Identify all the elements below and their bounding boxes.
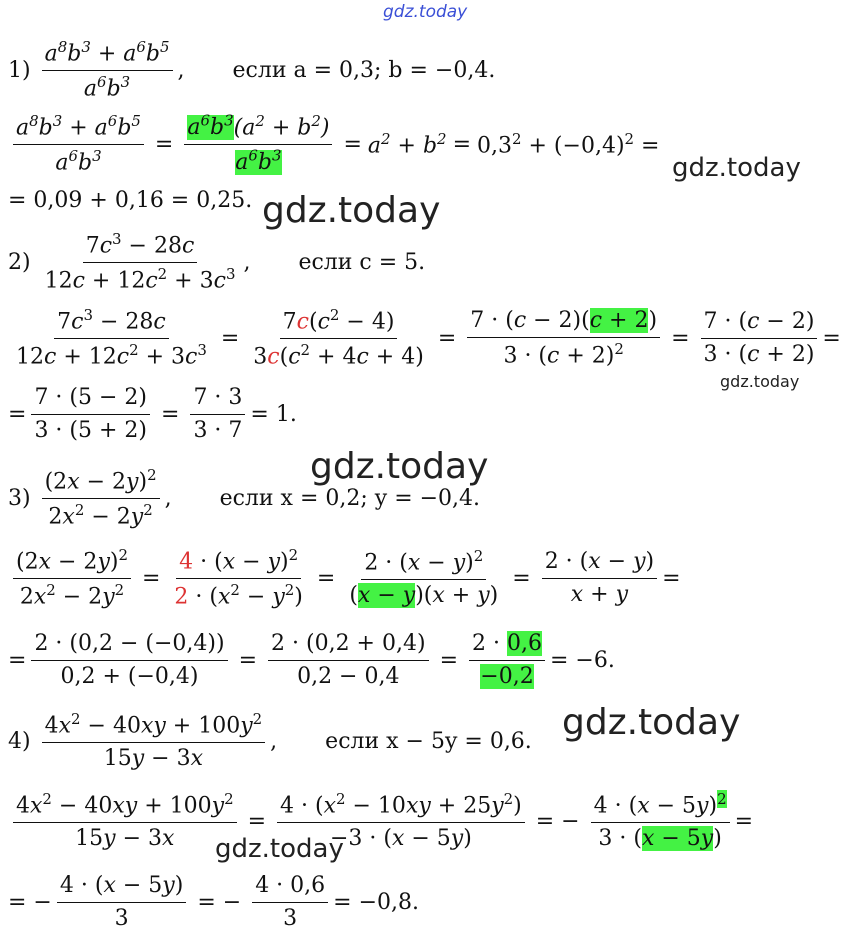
watermark: gdz.today [310, 446, 489, 487]
problem-condition: если x − 5y = 0,6. [325, 728, 532, 754]
watermark: gdz.today [720, 372, 800, 391]
problem-3-result: = $\frac{2 \cdot (0,2 - (-0,4))}{0,2 + (-0,4)}$ = $\frac{2 \cdot (0,2 + 0,4)}{0,2 - 0,4}$ = $\frac{2 \cdot 0,6}{-0,2}$ = −6. [8, 631, 615, 689]
problem-4-statement: 4) $\frac{4x^2 - 40xy + 100y^2}{15y - 3x}$ , если x − 5y = 0,6. [8, 710, 532, 771]
result-text: = 1. [250, 401, 297, 427]
problem-4-solution-line: $\frac{4x^2 - 40xy + 100y^2}{15y - 3x}$ = $\frac{4 \cdot (x^2 - 10xy + 25y^2)}{-3 \cdot (x - 5y)}$ = − $\frac{4 \cdot (x - 5y)^2}{3 \cdot (x - 5y)}$ = [8, 790, 753, 852]
problem-2-solution-line: $\frac{7c^3 - 28c}{12c + 12c^2 + 3c^3}$ = $\frac{7c(c^2 - 4)}{3c(c^2 + 4c + 4)}$ = $\frac{7 \cdot (c - 2)(c + 2)}{3 \cdot (c + 2)^2}$ = $\frac{7 \cdot (c - 2)}{3 \cdot (c + 2)}$ = [16, 306, 841, 370]
watermark: gdz.today [562, 702, 741, 743]
fraction: $\frac{a^8b^3 + a^6b^5}{a^6b^3}$ [42, 38, 173, 103]
result-text: = −6. [549, 647, 615, 673]
watermark-top: gdz.today [383, 2, 468, 22]
problem-2-result: = $\frac{7 \cdot (5 - 2)}{3 \cdot (5 + 2)}$ = $\frac{7 \cdot 3}{3 \cdot 7}$ = 1. [8, 385, 297, 443]
result-text: = 0,09 + 0,16 = 0,25. [8, 188, 253, 213]
problem-number: 2) [8, 249, 31, 275]
problem-3-solution-line: $\frac{(2x - 2y)^2}{2x^2 - 2y^2}$ = $\frac{4 \cdot (x - y)^2}{2 \cdot (x^2 - y^2)}$ = $\frac{2 \cdot (x - y)^2}{(x - y)(x + y)}$ = $\frac{2 \cdot (x - y)}{x + y}$ = [8, 546, 681, 611]
problem-condition: если c = 5. [298, 249, 426, 275]
problem-1-solution-line: $\frac{a^8b^3 + a^6b^5}{a^6b^3}$ = $\frac{a^6b^3(a^2 + b^2)}{a^6b^3}$ = $a^2 + b^2$ = $0,3^2 + (-0,4)^2$ = [8, 112, 659, 177]
problem-condition: если x = 0,2; y = −0,4. [219, 485, 481, 511]
problem-3-statement: 3) $\frac{(2x - 2y)^2}{2x^2 - 2y^2}$ , если x = 0,2; y = −0,4. [8, 466, 481, 530]
problem-1-result [8, 188, 252, 213]
result-text: = −0,8. [333, 889, 419, 915]
problem-number: 3) [8, 485, 31, 511]
watermark: gdz.today [262, 190, 441, 231]
watermark: gdz.today [215, 834, 344, 864]
problem-2-statement: 2) $\frac{7c^3 - 28c}{12c + 12c^2 + 3c^3}$ , если c = 5. [8, 230, 426, 294]
problem-condition: если a = 0,3; b = −0,4. [232, 57, 496, 83]
watermark: gdz.today [672, 153, 801, 183]
problem-number: 1) [8, 57, 31, 83]
problem-number: 4) [8, 728, 31, 754]
problem-1-statement: 1) $\frac{a^8b^3 + a^6b^5}{a^6b^3}$ , если a = 0,3; b = −0,4. [8, 38, 496, 102]
problem-4-result: = − $\frac{4 \cdot (x - 5y)}{3}$ = − $\frac{4 \cdot 0,6}{3}$ = −0,8. [8, 873, 419, 931]
